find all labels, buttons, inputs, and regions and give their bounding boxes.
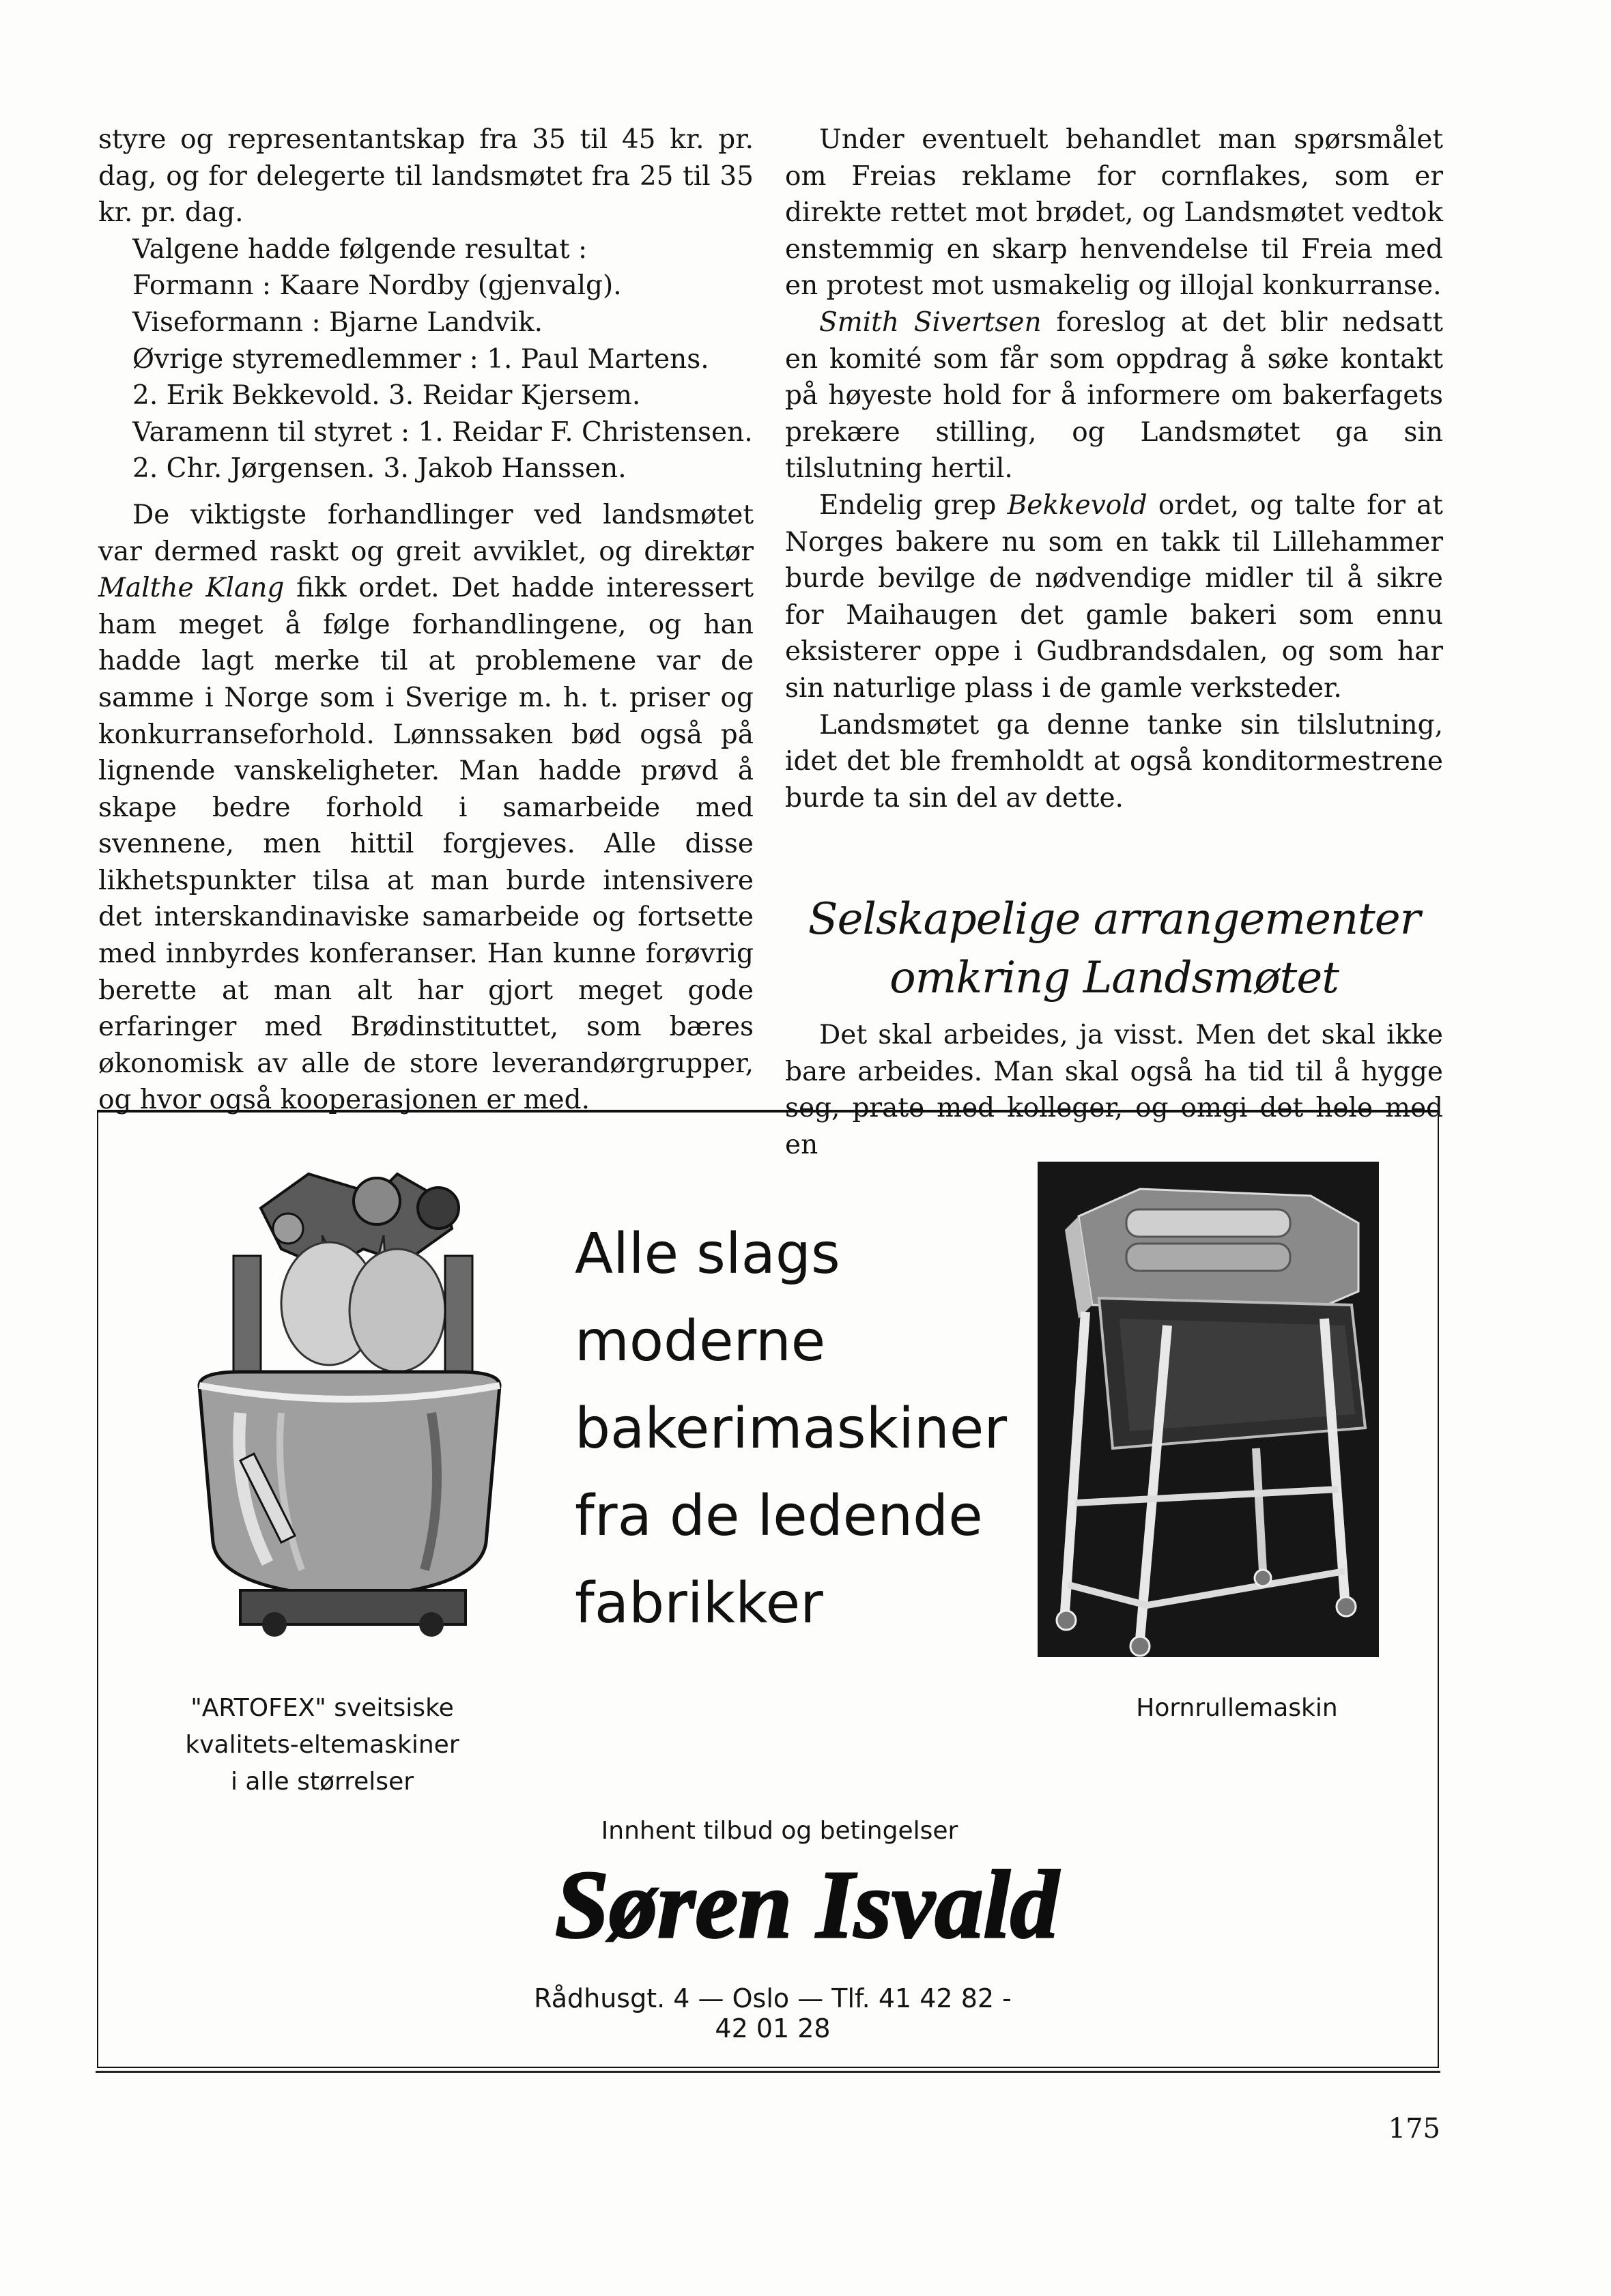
election-results	[98, 231, 754, 487]
divider	[96, 2071, 1440, 2073]
paragraph: Smith Sivertsen foreslog at det blir nedsatt en komité som får som oppdrag å søke kontakt på høyeste hold for å informere om bakerfagets prekære stilling, og Landsmøtet ga sin tilslutning hertil.	[785, 306, 1443, 485]
paragraph: styre og representantskap fra 35 til 45 kr. pr. dag, og for delegerte til landsmøtet fra 25 til 35 kr. pr. dag.	[98, 124, 754, 229]
paragraph: Under eventuelt behandlet man spørsmålet om Freias reklame for cornflakes, som er direkte rettet mot brødet, og Landsmøtet vedtok enstemmig en skarp henvendelse til Freia med en protest mot usmakelig og illojal konkurranse.	[785, 124, 1443, 302]
officer-line: 2. Chr. Jørgensen. 3. Jakob Hanssen.	[132, 453, 627, 485]
paragraph: Endelig grep Bekkevold ordet, og talte for at Norges bakere nu som en takk til Lillehammer burde bevilge de nødvendige midler til å sikre for Maihaugen det gamle bakeri som ennu eksisterer oppe i Gudbrandsdalen, og som har sin naturlige plass i de gamle verksteder.	[785, 489, 1443, 704]
company-logo-text: Søren Isvald	[555, 1850, 1059, 1958]
person-name: Smith Sivertsen	[819, 306, 1042, 338]
paragraph: Det skal arbeides, ja visst. Men det skal ikke bare arbeides. Man skal også ha tid til å hygge seg, prate med kolleger, og omgi det hele med en	[785, 1020, 1443, 1161]
officer-line: Formann : Kaare Nordby (gjenvalg).	[132, 270, 622, 302]
election-intro: Valgene hadde følgende resultat :	[132, 233, 588, 265]
person-name: Malthe Klang	[98, 573, 285, 604]
right-text-column	[785, 121, 1443, 1164]
officer-line: Viseformann : Bjarne Landvik.	[132, 306, 543, 338]
officer-line: 2. Erik Bekkevold. 3. Reidar Kjersem.	[132, 380, 641, 412]
dough-sheeter-photo	[1038, 1162, 1379, 1657]
page-number: 175	[1388, 2113, 1440, 2144]
sheeter-caption: Hornrullemaskin	[1136, 1694, 1338, 1722]
advertisement	[97, 1110, 1439, 2067]
call-to-action: Innhent tilbud og betingelser	[601, 1817, 958, 1845]
paragraph: De viktigste forhandlinger ved landsmøtet var dermed raskt og greit avviklet, og direktør Malthe Klang fikk ordet. Det hadde interessert ham meget å følge forhandlingene, og han hadde lagt merke til at problemene var de samme i Norge som i Sverige m. h. t. priser og konkurranseforhold. Lønnssaken bød også på lignende vanskeligheter. Man hadde prøvd å skape bedre forhold i samarbeide med svennene, men hittil forgjeves. Alle disse likhetspunkter tilsa at man burde intensivere det interskandinaviske samarbeide og fortsette med innbyrdes konferanser. Han kunne forøvrig berette at man alt har gjort meget gode erfaringer med Brødinstituttet, som bæres økonomisk av alle de store leverandørgrupper, og hvor også kooperasjonen er med.	[98, 499, 754, 1116]
officer-line: Varamenn til styret : 1. Reidar F. Christensen.	[132, 416, 753, 448]
section-heading: Selskapelige arrangementer omkring Landsmøtet	[808, 894, 1421, 1004]
ad-headline: Alle slags moderne bakerimaskiner fra de ledende fabrikker	[575, 1222, 1008, 1636]
left-text-column	[98, 121, 754, 1119]
company-address: Rådhusgt. 4 — Oslo — Tlf. 41 42 82 - 42 01 28	[534, 1983, 1012, 2043]
person-name: Bekkevold	[1007, 489, 1147, 521]
company-logo	[363, 1843, 1251, 1966]
officer-line: Øvrige styremedlemmer : 1. Paul Martens.	[132, 343, 709, 375]
paragraph: Landsmøtet ga denne tanke sin tilslutning, idet det ble fremholdt at også konditormestrene burde ta sin del av dette.	[785, 709, 1443, 814]
dough-mixer-photo	[158, 1153, 541, 1645]
mixer-caption: "ARTOFEX" sveitsiske kvalitets-eltemaskiner i alle størrelser	[185, 1694, 459, 1796]
